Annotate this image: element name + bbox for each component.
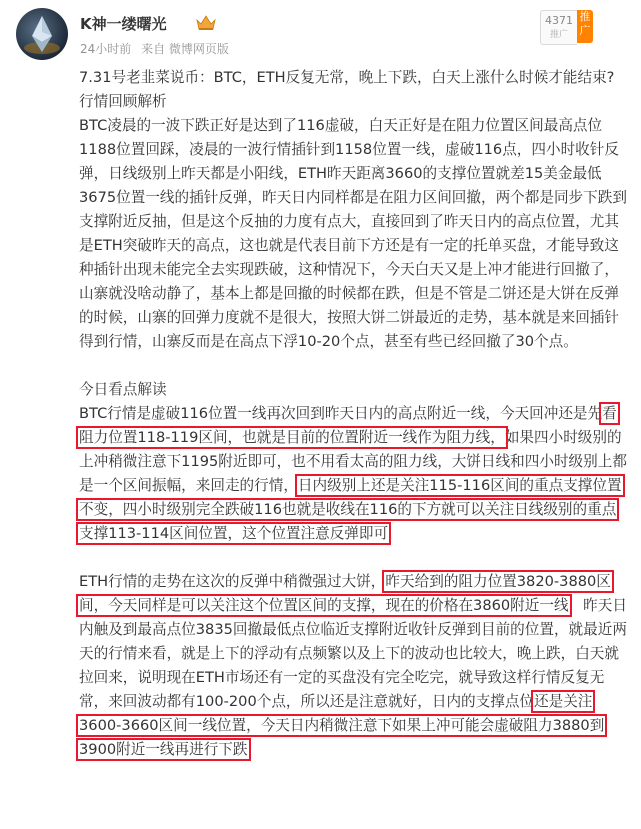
avatar[interactable] — [16, 8, 68, 60]
avatar-emblem-icon — [16, 8, 68, 60]
promote-count-button[interactable] — [540, 10, 577, 45]
user-name[interactable]: K神一缕曙光 — [80, 15, 167, 33]
promote-count-sub: 推广 — [549, 30, 568, 40]
eth-highlight-resistance: 昨天给到的阻力位置3820-3880区间，今天同样是可以关注这个位置区间的支撑，现在的价格在3860附近一线 — [79, 573, 611, 614]
vip-crown-icon[interactable] — [196, 14, 216, 31]
btc-paragraph — [79, 402, 627, 546]
eth-text-1: ETH行情的走势在这次的反弹中稍微强过大饼， — [79, 573, 386, 590]
promote-button[interactable]: 推广 — [577, 10, 593, 43]
section-title-review: 行情回顾解析 — [79, 93, 167, 110]
eth-highlight-support: 还是关注3600-3660区间一线位置，今天日内稍微注意下如果上冲可能会虚破阻力3880到3900附近一线再进行下跌 — [79, 693, 605, 758]
post-title: 7.31号老韭菜说币：BTC，ETH反复无常，晚上下跌，白天上涨什么时候才能结束? — [79, 69, 615, 86]
btc-highlight-support: 日内级别上还是关注115-116区间的重点支撑位置不变，四小时级别完全跌破116也就是收线在116的下方就可以关注日线级别的重点支撑113-114区间位置，这个位置注意反弹即可 — [79, 477, 622, 542]
btc-text-2: 如果四小时级别的上冲稍微注意下1195附近即可，也不用看太高的阻力线，大饼日线和四小时级别上都是一个区间振幅，来回走的行情， — [79, 429, 627, 494]
post-time[interactable]: 24小时前 — [80, 42, 132, 56]
post-source: 来自 微博网页版 — [141, 42, 229, 56]
section-title-today: 今日看点解读 — [79, 381, 167, 398]
post-content — [79, 66, 627, 762]
eth-paragraph — [79, 570, 627, 762]
btc-text-1: BTC行情是虚破116位置一线再次回到昨天日内的高点附近一线，今天回冲还是先 — [79, 405, 603, 422]
btc-highlight-resistance: 看阻力位置118-119区间，也就是目前的位置附近一线作为阻力线， — [79, 405, 617, 446]
eth-text-2: ，昨天日内触及到最高点位3835回撤最低点位临近支撑附近收针反弹到目前的位置，就最近两天的行情来看，就是上下的浮动有点频繁以及上下的波动也比较大，晚上跌，白天就拉回来，说明现在ETH市场还有一定的买盘没有完全吃完，就导致这样行情反复无常，来回波动都有100-200个点，所以还是注意就好，日内的支撑点位 — [79, 597, 627, 710]
promote-count: 4371 — [545, 14, 573, 27]
post-meta — [80, 40, 235, 57]
section-body-review: BTC凌晨的一波下跌正好是达到了116虚破，白天正好是在阻力位置区间最高点位1188位置回踩，凌晨的一波行情插针到1158位置一线，虚破116点，四小时收针反弹，日线级别上昨天都是小阳线，ETH昨天距离3660的支撑位置就差15美金最低3675位置一线的插针反弹，昨天日内同样都是在阻力区间回撤，两个都是同步下跌到支撑附近反抽，但是这个反抽的力度有点大，直接回到了昨天日内的高点位置，尤其是ETH突破昨天的高点，这也就是代表目前下方还是有一定的托单买盘，才能导致这种插针出现未能完全去实现跌破，这种情况下，今天白天又是上冲才能进行回撤了，山寨就没啥动静了，基本上都是回撤的时候都在跌，但是不管是二饼还是大饼在反弹的时候，山寨的回弹力度就不是很大，按照大饼二饼最近的走势，基本就是来回插针得到行情，山寨反而是在高点下浮10-20个点，甚至有些已经回撤了30个点。 — [79, 117, 627, 350]
